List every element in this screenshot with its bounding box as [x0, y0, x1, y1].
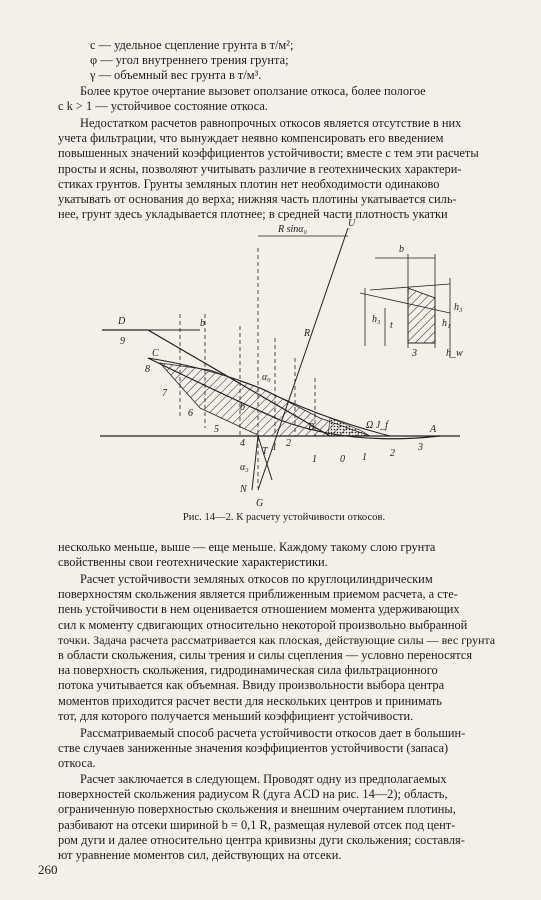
label-T: T [262, 446, 268, 457]
slope-stability-figure [90, 218, 470, 510]
paragraph-1 [58, 84, 510, 114]
text-line: потока учитывается как объемная. Ввиду произвольности выбора центра [58, 678, 445, 693]
label-R: R [304, 328, 311, 339]
label-alpha0: α₀ [262, 372, 271, 383]
label-b-slice: b [240, 402, 245, 413]
label-4: 4 [240, 438, 245, 449]
tangent-force [258, 436, 272, 480]
text-line: ром дуги и далее относительно центра кривизны дуги скольжения; составля- [58, 832, 465, 847]
text-line: повышенных значений коэффициентов устойчивости; вместе с тем эти расчеты [58, 146, 479, 161]
def-line: c — удельное сцепление грунта в т/м²; [90, 38, 294, 52]
label-2a: 2 [286, 438, 291, 449]
label-9: 9 [120, 336, 125, 347]
label-B: B [308, 422, 315, 433]
text-line: Недостатком расчетов равнопрочных откосов является отсутствие в них [80, 116, 462, 130]
paragraph-4 [58, 572, 510, 724]
label-3b: 3 [418, 442, 423, 453]
text-line: ограниченную поверхностью скольжения и внешним очертанием плотины, [58, 802, 456, 817]
text-line: пень устойчивости в нем оценивается отношением момента удерживающих [58, 602, 460, 617]
label-3: 3 [412, 348, 417, 359]
text-line: в области скольжения, силы трения и силы сцепления — условно переносятся [58, 648, 473, 663]
label-8: 8 [145, 364, 150, 375]
text-line: стиках грунтов. Грунты земляных плотин нет необходимости одинаково [58, 176, 440, 191]
text-line: укатывать от основания до верха; нижняя часть плотины укатывается силь- [58, 192, 457, 207]
label-alpha3: α₃ [240, 462, 249, 473]
label-0: 0 [340, 454, 345, 465]
label-2b: 2 [390, 448, 395, 459]
text-line: поверхностей скольжения радиусом R (дуга ACD на рис. 14—2); область, [58, 787, 448, 802]
label-1c: 1 [362, 452, 367, 463]
text-line: свойственны свои геотехнические характеристики. [58, 555, 328, 570]
paragraph-2 [58, 116, 510, 222]
text-line: Более крутое очертание вызовет оползание откоса, более пологое [80, 84, 426, 98]
label-D: D [118, 316, 126, 327]
def-line: φ — угол внутреннего трения грунта; [90, 53, 289, 68]
text-line: точки. Задача расчета рассматривается как плоская, действующие силы — вес грунта [58, 632, 496, 647]
text-line: ют уравнение моментов сил, действующих на отсеки. [58, 848, 342, 863]
text-line: поверхностям скольжения является приближенным приемом расчета, а сте- [58, 587, 458, 602]
label-h1: h₁ [442, 318, 451, 329]
text-line: откоса. [58, 756, 96, 771]
text-line: разбивают на отсеки шириной b = 0,1 R, размещая нулевой отсек под цент- [58, 817, 456, 832]
text-line: на поверхность скольжения, гидродинамическая сила фильтрационного [58, 663, 438, 678]
label-A: A [430, 424, 437, 435]
text-line: просты и ясны, позволяют учитывать различие в геотехнических характери- [58, 161, 462, 176]
label-hs: h₃ [372, 314, 381, 325]
text-line: Расчет заключается в следующем. Проводят одну из предполагаемых [80, 772, 447, 786]
label-b-mid: b [200, 318, 205, 329]
label-C: C [152, 348, 159, 359]
page-number: 260 [38, 862, 58, 877]
label-7: 7 [162, 388, 167, 399]
text-line: сил к моменту сдвигающих относительно некоторой произвольно выбранной [58, 617, 468, 632]
label-t: t [390, 320, 393, 331]
label-N: N [240, 484, 247, 495]
dotted-zone [328, 418, 370, 436]
label-h3b: h₃ [454, 302, 463, 313]
paragraph-6 [58, 772, 510, 863]
label-6: 6 [188, 408, 193, 419]
figure-caption: Рис. 14—2. К расчету устойчивости откосов. [182, 512, 386, 523]
label-hw: h_w [446, 348, 463, 359]
text-line: Рассматриваемый способ расчета устойчивости откосов дает в большин- [80, 726, 466, 740]
figure-drawing [90, 218, 470, 510]
text-line: учета фильтрации, что вынуждает неявно компенсировать его введением [58, 131, 444, 146]
def-line: γ — объемный вес грунта в т/м³. [90, 68, 262, 83]
text-line: моментов приходится расчет вести для нескольких центров и принимать [58, 693, 442, 708]
label-5: 5 [214, 424, 219, 435]
normal-force [252, 436, 258, 490]
text-line: нее, грунт здесь укладывается плотнее; в средней части плотность укатки [58, 207, 448, 222]
text-line: тот, для которого получается меньший коэффициент устойчивости. [58, 708, 414, 723]
text-line: стве случаев заниженные значения коэффициентов устойчивости (запаса) [58, 741, 449, 756]
slice-lines [180, 248, 315, 488]
paragraph-5 [58, 726, 510, 772]
text-line: Расчет устойчивости земляных откосов по круглоцилиндрическим [80, 572, 433, 586]
label-G: G [256, 498, 264, 509]
text-line: несколько меньше, выше — еще меньше. Каждому такому слою грунта [58, 540, 436, 554]
slice-detail-inset [360, 254, 450, 358]
label-1a: 1 [272, 442, 277, 453]
label-1b: 1 [312, 454, 317, 465]
paragraph-3 [58, 540, 510, 570]
label-U: U [348, 218, 356, 229]
definitions [58, 38, 510, 84]
label-QJ: Ω J_f [366, 420, 388, 431]
text-line: с k > 1 — устойчивое состояние откоса. [58, 99, 268, 114]
label-b-top: b [399, 244, 404, 255]
label-rsin: R sinα₀ [278, 224, 308, 235]
